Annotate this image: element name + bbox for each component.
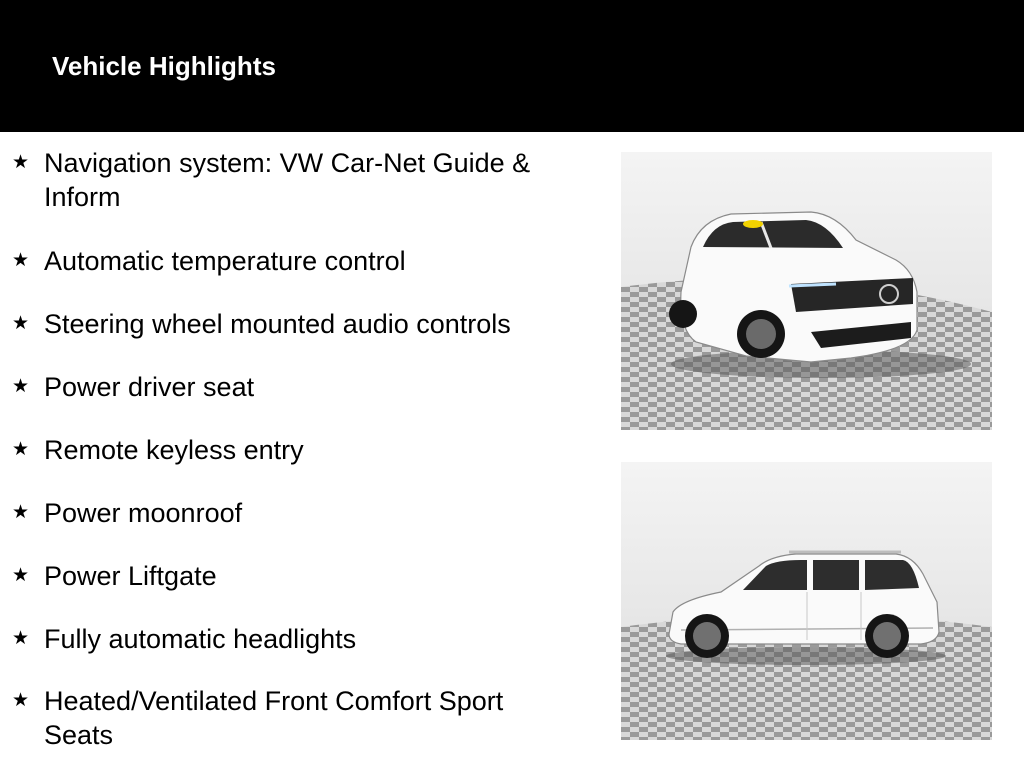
star-icon: ★ (12, 565, 30, 586)
star-icon: ★ (12, 313, 30, 334)
car-front-three-quarter-photo-icon (621, 152, 992, 430)
star-icon: ★ (12, 376, 30, 397)
feature-item (10, 496, 585, 530)
vehicle-photo-side[interactable] (621, 462, 992, 740)
feature-item (10, 370, 585, 404)
feature-item (10, 307, 585, 341)
feature-text: Steering wheel mounted audio controls (44, 309, 511, 339)
feature-item (10, 244, 585, 278)
feature-text: Navigation system: VW Car-Net Guide & Inform (44, 148, 531, 212)
star-icon: ★ (12, 152, 30, 173)
feature-item (10, 559, 585, 593)
car-side-profile-photo-icon (621, 462, 992, 740)
feature-text: Power Liftgate (44, 561, 217, 591)
feature-text: Automatic temperature control (44, 246, 406, 276)
star-icon: ★ (12, 439, 30, 460)
feature-text: Remote keyless entry (44, 435, 304, 465)
feature-text: Fully automatic headlights (44, 624, 357, 654)
feature-item (10, 684, 585, 752)
star-icon: ★ (12, 690, 30, 711)
page-title: Vehicle Highlights (52, 51, 276, 81)
star-icon: ★ (12, 628, 30, 649)
feature-text: Power moonroof (44, 498, 243, 528)
feature-text: Heated/Ventilated Front Comfort Sport Seats (44, 686, 504, 750)
star-icon: ★ (12, 502, 30, 523)
vehicle-photo-front[interactable] (621, 152, 992, 430)
header-bar (0, 0, 1024, 132)
feature-item (10, 433, 585, 467)
feature-text: Power driver seat (44, 372, 255, 402)
feature-item (10, 146, 585, 214)
star-icon: ★ (12, 250, 30, 271)
feature-item (10, 622, 585, 656)
